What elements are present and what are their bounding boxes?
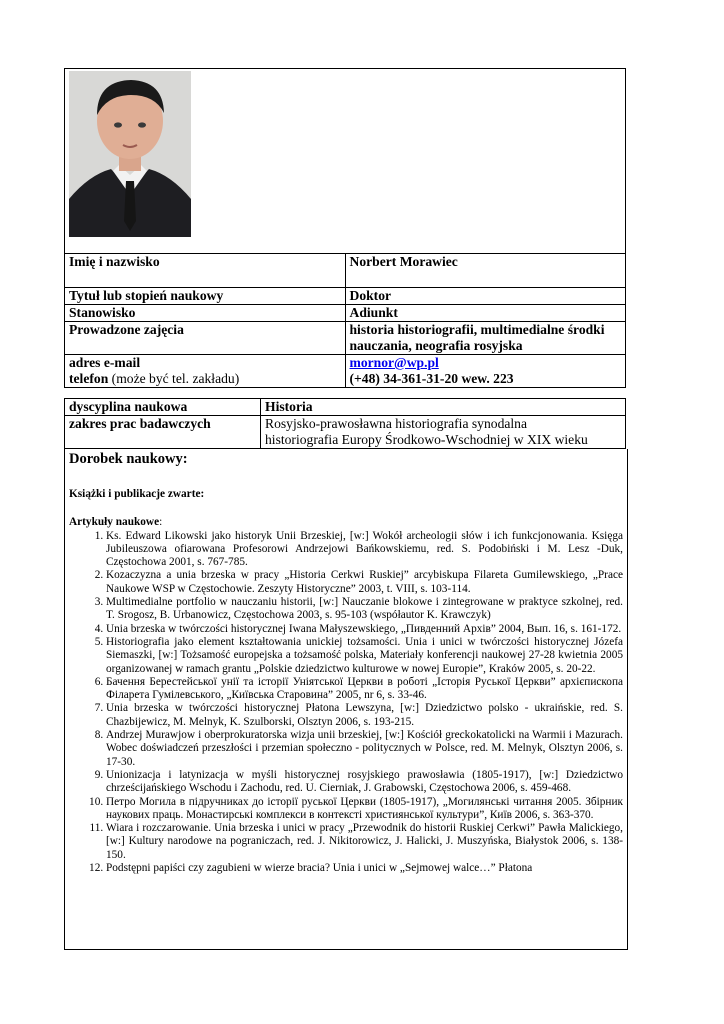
portrait-photo (69, 71, 191, 237)
contact-value (345, 355, 626, 388)
phone-value: (+48) 34-361-31-20 wew. 223 (349, 371, 514, 386)
articles-label: Artykuły naukowe (69, 516, 160, 529)
list-item: 7. Unia brzeska w twórczości historycznej Płatona Lewszyna, [w:] Dziedzictwo polsko - ukraińskie, red. S. Chazbijewicz, M. Melnyk, K. Szulborski, Olsztyn 2006, s. 193-215. (106, 702, 623, 729)
list-item: 5. Historiografia jako element kształtowania unickiej tożsamości. Unia i unici w twórczości historycznej Józefa Siemaszki, [w:] Tożsamość europejska a tożsamość polska, Materiały konferencji naukowej 27-28 kwietnia 2005 organizowanej w ramach grantu „Polskie dziedzictwo kulturowe w nowej Europie”, Kraków 2005, s. 20-22. (106, 636, 623, 676)
name-label: Imię i nazwisko (65, 254, 346, 288)
achievements-heading: Dorobek naukowy: (69, 451, 188, 467)
list-item: 9. Unionizacja i latynizacja w myśli historycznej rosyjskiego prawosławia (1805-1917), [w:] Dziedzictwo chrześcijańskiego Wschodu i Zachodu, red. U. Cierniak, J. Grabowski, Częstochowa 2006, s. 459-468. (106, 769, 623, 796)
discipline-label: dyscyplina naukowa (65, 399, 261, 416)
list-item: 1. Ks. Edward Likowski jako historyk Unii Brzeskiej, [w:] Wokół archeologii słów i ich funkcjonowania. Księga Jubileuszowa ofiarowana Profesorowi Andrzejowi Bańkowskiemu, red. S. Podobiński i M. Lesz -Duk, Częstochowa 2001, s. 767-785. (106, 530, 623, 570)
scope-line-2: historiografia Europy Środkowo-Wschodniej w XIX wieku (265, 432, 588, 447)
books-label: Książki i publikacje zwarte: (69, 488, 205, 500)
profile-table (64, 68, 626, 388)
classes-value: historia historiografii, multimedialne środki nauczania, neografia rosyjska (345, 322, 626, 355)
degree-label: Tytuł lub stopień naukowy (65, 288, 346, 305)
position-label: Stanowisko (65, 305, 346, 322)
scope-value (261, 416, 626, 449)
degree-value: Doktor (345, 288, 626, 305)
discipline-value: Historia (261, 399, 626, 416)
list-item: 6. Бачення Берестейської унії та історії Уніятської Церкви в роботі „Історія Руської Церкви” архієпископа Філарета Гумілевського, „Київська Старовина” 2005, nr 6, s. 33-46. (106, 676, 623, 703)
email-link[interactable]: mornor@wp.pl (349, 355, 439, 370)
contact-label (65, 355, 346, 388)
cv-sheet (64, 68, 626, 950)
portrait-image (69, 71, 191, 237)
list-item: 12. Podstępni papiści czy zagubieni w wierze bracia? Unia i unici w „Sejmowej walce…” Płatona (106, 862, 623, 875)
research-table (64, 398, 626, 449)
list-item: 10. Петро Могила в підручниках до історії руської Церкви (1805-1917), „Могилянські читання 2005. Збірник наукових праць. Монастирські комплекси в контексті християнської культури”, Київ 2006, s. 363-370. (106, 796, 623, 823)
phone-note: (może być tel. zakładu) (111, 371, 240, 386)
position-value: Adiunkt (345, 305, 626, 322)
email-label: adres e-mail (69, 355, 141, 370)
list-item: 2. Kozaczyzna a unia brzeska w pracy „Historia Cerkwi Ruskiej” arcybiskupa Filareta Gumilewskiego, „Prace Naukowe WSP w Częstochowie. Zeszyty Historyczne” 2003, t. VIII, s. 103-114. (106, 569, 623, 596)
phone-label: telefon (69, 371, 109, 386)
list-item: 4. Unia brzeska w twórczości historycznej Iwana Małyszewskiego, „Пивденний Архів” 2004, Вып. 16, s. 161-172. (106, 623, 623, 636)
scope-label: zakres prac badawczych (65, 416, 261, 449)
photo-cell (65, 69, 626, 254)
classes-label: Prowadzone zajęcia (65, 322, 346, 355)
achievements-section: Dorobek naukowy: Książki i publikacje zwarte: Artykuły naukowe: 1. Ks. Edward Likowski jako historyk Unii Brzeskiej, [w:] Wokół archeologii słów i ich funkcjonowania. Księga Jubileuszowa ofiarowana Profesorowi Andrzejowi Bańkowskiemu, red. S. Podobiński i M. Lesz -Duk, Częstochowa 2001, s. 767-785. 2. Kozaczyzna a unia brzeska w pracy „Historia Cerkwi Ruskiej” arcybiskupa Filareta Gumilewskiego, „Prace Naukowe WSP w Częstochowie. Zeszyty Historyczne” 2003, t. VIII, s. 103-114. 3. Multimedialne portfolio w nauczaniu historii, [w:] Nauczanie blokowe i zintegrowane w praktyce szkolnej, red. T. Srogosz, B. Urbanowicz, Częstochowa 2003, s. 95-103 (współautor K. Krawczyk) 4. Unia brzeska w twórczości historycznej Iwana Małyszewskiego, „Пивденний Архів” 2004, Вып. 16, s. 161-172. 5. Historiografia jako element kształtowania unickiej tożsamości. Unia i unici w twórczości historycznej Józefa Siemaszki, [w:] Tożsamość europejska a tożsamość polska, Materiały konferencji naukowej 27-28 kwietnia 2005 organizowanej w ramach grantu „Polskie dziedzictwo kulturowe w nowej Europie”, Kraków 2005, s. 20-22. 6. Бачення Берестейської унії та історії Уніятської Церкви в роботі „Історія Руської Церкви” архієпископа Філарета Гумілевського, „Київська Старовина” 2005, nr 6, s. 33-46. 7. Unia brzeska w twórczości historycznej Płatona Lewszyna, [w:] Dziedzictwo polsko - ukraińskie, red. S. Chazbijewicz, M. Melnyk, K. Szulborski, Olsztyn 2006, s. 193-215. 8. Andrzej Murawjow i oberprokuratorska wizja unii brzeskiej, [w:] Kościół greckokatolicki na Warmii i Mazurach. Wobec doświadczeń przeszłości i przemian społeczno - politycznych w Polsce, red. M. Melnyk, Olsztyn 2006, s. 17-30. 9. Unionizacja i latynizacja w myśli historycznej rosyjskiego prawosławia (1805-1917), [w:] Dziedzictwo chrześcijańskiego Wschodu i Zachodu, red. U. Cierniak, J. Grabowski, Częstochowa 2006, s. 459-468. 10. Петро Могила в підручниках до історії руської Церкви (1805-1917), „Могилянські читання 2005. Збірник наукових праць. Монастирські комплекси в контексті християнської культури”, Київ 2006, s. 363-370. 11. Wiara i rozczarowanie. Unia brzeska i unici w pracy „Przewodnik do historii Ruskiej Cerkwi” Pawła Malickiego, [w:] Kultury narodowe na pograniczach, red. J. Nikitorowicz, J. Halicki, J. Muszyńska, Białystok 2006, s. 138-150. 12. Podstępni papiści czy zagubieni w wierze bracia? Unia i unici w „Sejmowej walce…” Płatona (64, 449, 628, 950)
articles-list (69, 530, 623, 876)
list-item: 11. Wiara i rozczarowanie. Unia brzeska i unici w pracy „Przewodnik do historii Ruskiej Cerkwi” Pawła Malickiego, [w:] Kultury narodowe na pograniczach, red. J. Nikitorowicz, J. Halicki, J. Muszyńska, Białystok 2006, s. 138-150. (106, 822, 623, 862)
scope-line-1: Rosyjsko-prawosławna historiografia synodalna (265, 416, 528, 431)
name-value: Norbert Morawiec (345, 254, 626, 288)
list-item: 3. Multimedialne portfolio w nauczaniu historii, [w:] Nauczanie blokowe i zintegrowane w praktyce szkolnej, red. T. Srogosz, B. Urbanowicz, Częstochowa 2003, s. 95-103 (współautor K. Krawczyk) (106, 596, 623, 623)
list-item: 8. Andrzej Murawjow i oberprokuratorska wizja unii brzeskiej, [w:] Kościół greckokatolicki na Warmii i Mazurach. Wobec doświadczeń przeszłości i przemian społeczno - politycznych w Polsce, red. M. Melnyk, Olsztyn 2006, s. 17-30. (106, 729, 623, 769)
